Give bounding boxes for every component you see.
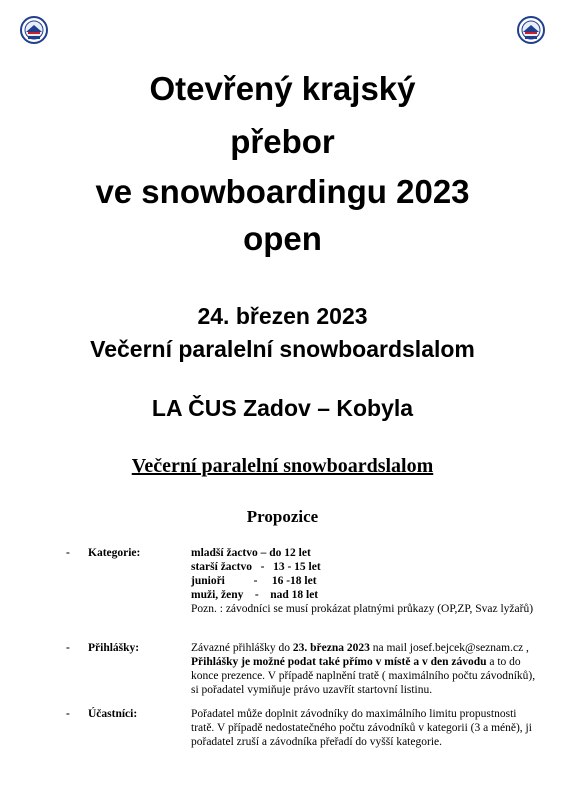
event-date: 24. březen 2023 xyxy=(197,303,368,329)
category-line: starší žactvo - 13 - 15 let xyxy=(191,561,321,573)
kategorie-label: - Kategorie: xyxy=(66,547,141,559)
club-logo-icon xyxy=(517,16,545,44)
title-line-4: open xyxy=(243,220,322,257)
deadline-date: 23. března 2023 xyxy=(292,642,370,654)
ucastnici-body: Pořadatel může doplnit závodníky do maximálního limitu propustnosti tratě. V případě nedostatečného počtu závodníků v kategorii (3 a méně), ji pořadatel zruší a závodníka přeřadí do vyšší kategorie. xyxy=(191,708,532,748)
event-name: Večerní paralelní snowboardslalom xyxy=(90,336,475,362)
category-line: muži, ženy - nad 18 let xyxy=(191,589,319,601)
prihlasky-label: - Přihlášky: xyxy=(66,642,140,654)
category-line: mladší žactvo – do 12 let xyxy=(191,547,311,559)
ucastnici-label: - Účastníci: xyxy=(66,708,138,720)
prihlasky-body: Závazné přihlášky do 23. března 2023 na mail josef.bejcek@seznam.cz , Přihlášky je možné podat také přímo v místě a v den závodu a to do konce prezence. V případě naplnění tratě ( maximálního počtu závodníků), si pořadatel vymiňuje právo uzavřít startovní listinu. xyxy=(191,642,536,696)
title-line-2: přebor xyxy=(230,123,335,160)
onsite-registration-note: Přihlášky je možné podat také přímo v místě a v den závodu xyxy=(191,656,487,668)
kategorie-body xyxy=(191,546,536,616)
title-line-3: ve snowboardingu 2023 xyxy=(95,173,470,210)
category-line: junioři - 16 -18 let xyxy=(191,575,317,587)
event-venue: LA ČUS Zadov – Kobyla xyxy=(151,395,414,421)
propozice-heading: Propozice xyxy=(246,507,319,526)
title-line-1: Otevřený krajský xyxy=(149,70,416,107)
section-heading: Večerní paralelní snowboardslalom xyxy=(131,455,434,477)
kategorie-note: Pozn. : závodníci se musí prokázat platnými průkazy (OP,ZP, Svaz lyžařů) xyxy=(191,603,534,615)
club-logo-icon xyxy=(20,16,48,44)
